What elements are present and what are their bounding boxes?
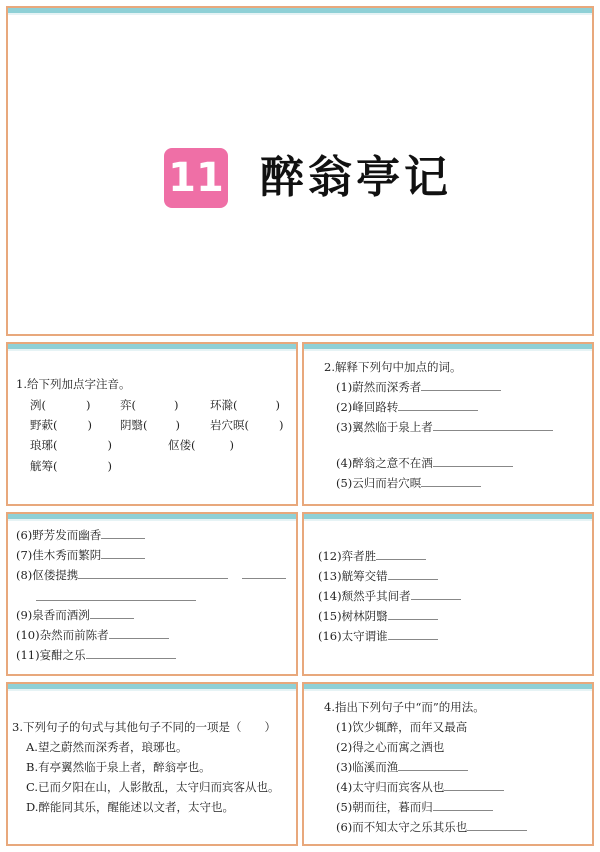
- slide-top-stripe: [304, 349, 592, 351]
- slide-top-stripe: [8, 689, 296, 691]
- choice-option-a: A.望之蔚然而深秀者，琅琊也。: [26, 740, 188, 754]
- pinyin-item: 岩穴暝( ): [210, 418, 284, 432]
- pinyin-item: 阴翳( ): [120, 418, 180, 432]
- question-2-prompt: 2.解释下列句中加点的词。: [324, 360, 462, 374]
- title-slide: [6, 6, 594, 336]
- definition-item: (3)翼然临于泉上者: [336, 418, 553, 437]
- slide-top-stripe: [304, 689, 592, 691]
- usage-item: (2)得之心而寓之酒也: [336, 740, 445, 754]
- pinyin-item: 琅琊( ): [30, 438, 112, 452]
- definition-item: (13)觥筹交错: [318, 567, 438, 586]
- slide-top-stripe: [304, 519, 592, 521]
- definition-item: (14)颓然乎其间者: [318, 587, 461, 606]
- pinyin-item: 洌( ): [30, 398, 91, 412]
- definition-item: (10)杂然而前陈者: [16, 626, 169, 645]
- slide-question-2: [302, 342, 594, 506]
- definition-item: (11)宴酣之乐: [16, 646, 176, 665]
- slide-question-2-continued-2: [302, 512, 594, 676]
- pinyin-item: 弈( ): [120, 398, 179, 412]
- pinyin-item: 环滁( ): [210, 398, 280, 412]
- usage-item: (5)朝而往，暮而归: [336, 798, 493, 817]
- usage-item: (3)临溪而渔: [336, 758, 468, 777]
- slide-question-1: [6, 342, 298, 506]
- usage-item: (4)太守归而宾客从也: [336, 778, 504, 797]
- question-4-prompt: 4.指出下列句子中“而”的用法。: [324, 700, 485, 714]
- pinyin-item: 伛偻( ): [168, 438, 234, 452]
- definition-item: (7)佳木秀而繁阴: [16, 546, 145, 565]
- lesson-title: 醉翁亭记: [260, 152, 452, 203]
- definition-item: (1)蔚然而深秀者: [336, 378, 501, 397]
- choice-option-b: B.有亭翼然临于泉上者，醉翁亭也。: [26, 760, 211, 774]
- usage-item: (6)而不知太守之乐其乐也: [336, 818, 527, 837]
- definition-item: (6)野芳发而幽香: [16, 526, 145, 545]
- slide-top-stripe: [8, 519, 296, 521]
- choice-option-c: C.已而夕阳在山，人影散乱，太守归而宾客从也。: [26, 780, 280, 794]
- slide-question-2-continued: [6, 512, 298, 676]
- choice-option-d: D.醉能同其乐，醒能述以文者，太守也。: [26, 800, 234, 814]
- slide-question-3: [6, 682, 298, 846]
- lesson-number-badge: 11: [164, 148, 228, 208]
- answer-blank-line: [36, 588, 196, 607]
- slide-top-stripe: [8, 13, 592, 15]
- question-1-prompt: 1.给下列加点字注音。: [16, 377, 131, 391]
- definition-item: (2)峰回路转: [336, 398, 478, 417]
- definition-item: (8)伛偻提携: [16, 566, 286, 585]
- usage-item: (1)饮少辄醉，而年又最高: [336, 720, 468, 734]
- definition-item: (9)泉香而酒洌: [16, 606, 134, 625]
- question-3-prompt: 3.下列句子的句式与其他句子不同的一项是（ ）: [12, 720, 276, 734]
- pinyin-item: 觥筹( ): [30, 459, 112, 473]
- pinyin-item: 野蔌( ): [30, 418, 92, 432]
- definition-item: (16)太守谓谁: [318, 627, 438, 646]
- definition-item: (15)树林阴翳: [318, 607, 438, 626]
- definition-item: (4)醉翁之意不在酒: [336, 454, 513, 473]
- slide-top-stripe: [8, 349, 296, 351]
- slide-question-4: [302, 682, 594, 846]
- definition-item: (12)弈者胜: [318, 547, 426, 566]
- definition-item: (5)云归而岩穴暝: [336, 474, 481, 493]
